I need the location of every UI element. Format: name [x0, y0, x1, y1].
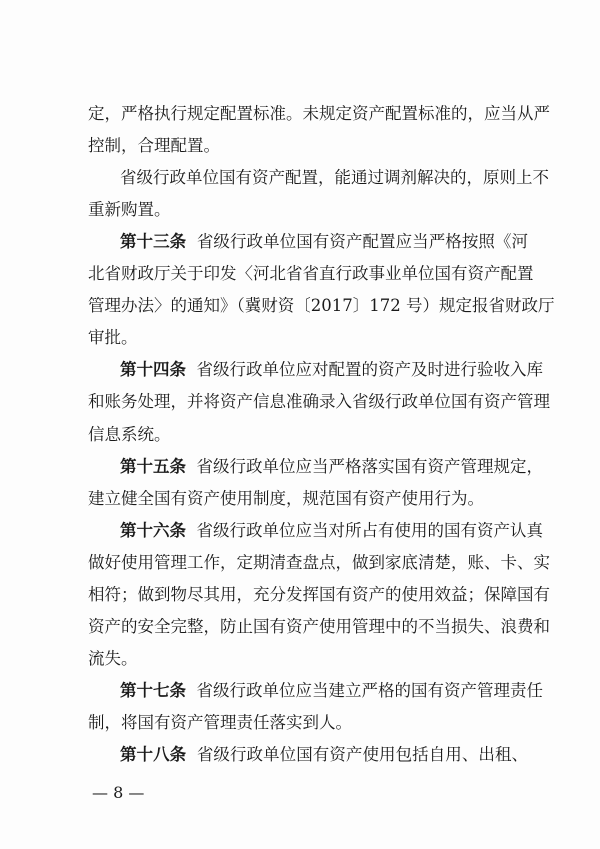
paragraph-line: 审批。 [88, 328, 138, 347]
article-16-heading: 第十六条 [120, 521, 186, 540]
paragraph-line: 资产的安全完整，防止国有资产使用管理中的不当损失、浪费和 [88, 617, 550, 636]
paragraph-line: 制，将国有资产管理责任落实到人。 [88, 713, 352, 732]
paragraph-line: 定，严格执行规定配置标准。未规定资产配置标准的，应当从严 [88, 104, 550, 123]
article-13-text: 省级行政单位国有资产配置应当严格按照《河 [196, 232, 529, 251]
paragraph-line: 北省财政厅关于印发〈河北省省直行政事业单位国有资产配置 [88, 264, 534, 283]
article-14-heading: 第十四条 [120, 360, 186, 379]
article-15-first-line [120, 457, 543, 477]
article-17-text: 省级行政单位应当建立严格的国有资产管理责任 [196, 681, 543, 700]
article-15-heading: 第十五条 [120, 457, 186, 476]
paragraph-line: 省级行政单位国有资产配置，能通过调剂解决的，原则上不 [120, 168, 549, 187]
article-13-first-line [120, 232, 528, 252]
article-14-text: 省级行政单位应对配置的资产及时进行验收入库 [196, 360, 543, 379]
paragraph-line: 流失。 [88, 649, 138, 668]
article-15-text: 省级行政单位应当严格落实国有资产管理规定， [196, 457, 543, 476]
article-16-first-line [120, 521, 543, 541]
article-17-first-line [120, 681, 543, 701]
article-16-text: 省级行政单位应当对所占有使用的国有资产认真 [196, 521, 543, 540]
paragraph-line: 信息系统。 [88, 425, 171, 444]
paragraph-line: 重新购置。 [88, 200, 171, 219]
article-18-first-line [120, 745, 528, 765]
paragraph-line: 相符；做到物尽其用，充分发挥国有资产的使用效益；保障国有 [88, 585, 550, 604]
article-13-heading: 第十三条 [120, 232, 187, 251]
paragraph-line: 建立健全国有资产使用制度，规范国有资产使用行为。 [88, 489, 484, 508]
article-14-first-line [120, 360, 543, 380]
page-number: — 8 — [92, 783, 145, 802]
paragraph-line: 做好使用管理工作，定期清查盘点，做到家底清楚，账、卡、实 [88, 553, 550, 572]
paragraph-line: 管理办法〉的通知》（冀财资〔2017〕172 号）规定报省财政厅 [88, 296, 555, 315]
paragraph-line: 和账务处理，并将资产信息准确录入省级行政单位国有资产管理 [88, 392, 550, 411]
article-18-heading: 第十八条 [120, 745, 187, 764]
article-18-text: 省级行政单位国有资产使用包括自用、出租、 [196, 745, 529, 764]
article-17-heading: 第十七条 [120, 681, 186, 700]
paragraph-line: 控制，合理配置。 [88, 136, 220, 155]
